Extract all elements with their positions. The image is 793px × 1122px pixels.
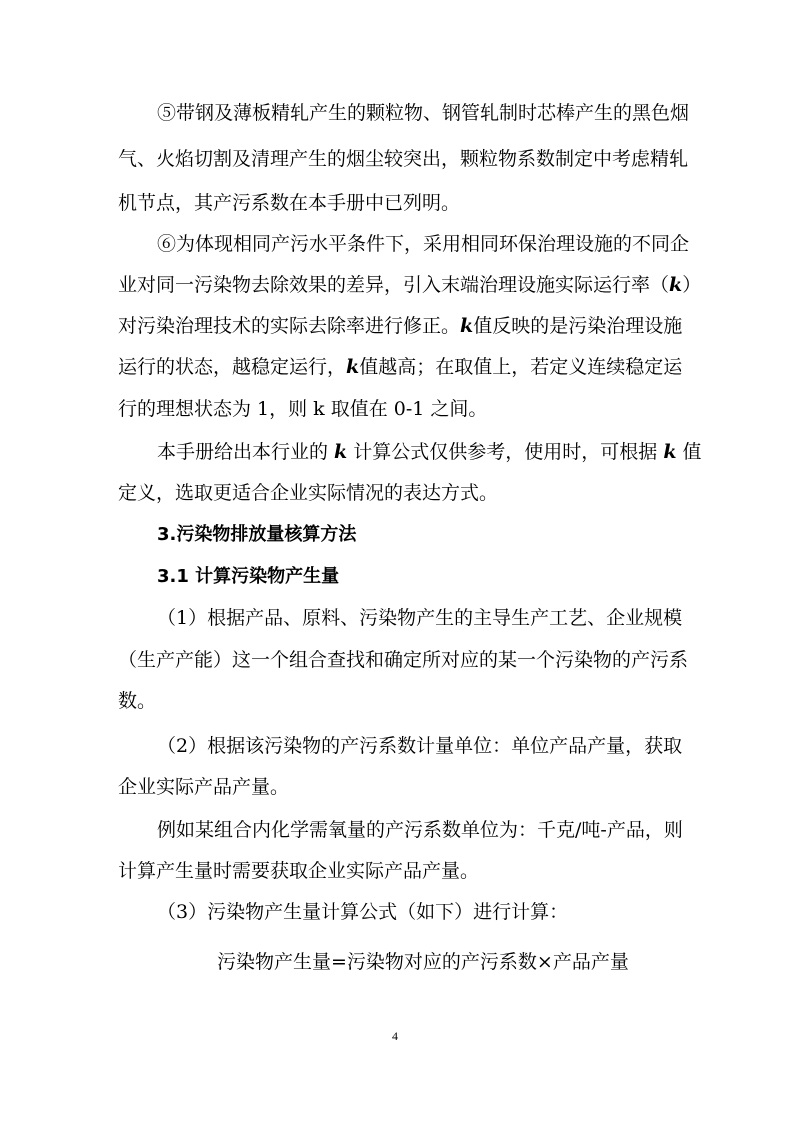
k-symbol: k xyxy=(663,441,677,463)
formula: 污染物产生量=污染物对应的产污系数×产品产量 xyxy=(217,951,629,973)
paragraph-6-line-3-text-b: 值反映的是污染治理设施 xyxy=(473,315,683,337)
paragraph-6-line-4 xyxy=(118,355,682,379)
paragraph-7-line-1-text-c: 值 xyxy=(676,441,702,463)
paragraph-6-line-2-text-b: ） xyxy=(682,274,702,296)
paragraph-6-line-2 xyxy=(118,273,701,297)
paragraph-6-line-2-text-a: 业对同一污染物去除效果的差异，引入末端治理设施实际运行率（ xyxy=(118,274,670,296)
example-line-1: 例如某组合内化学需氧量的产污系数单位为：千克/吨-产品，则 xyxy=(157,819,683,841)
paragraph-6-line-4-text-a: 运行的状态，越稳定运行， xyxy=(118,356,347,378)
paragraph-5-line-2: 气、火焰切割及清理产生的烟尘较突出，颗粒物系数制定中考虑精轧 xyxy=(118,148,689,170)
paragraph-6-line-4-text-b: 值越高；在取值上，若定义连续稳定运 xyxy=(359,356,683,378)
k-symbol: k xyxy=(460,315,474,337)
section-heading-3: 3.污染物排放量核算方法 xyxy=(157,524,357,545)
section-heading-3-1: 3.1 计算污染物产生量 xyxy=(157,566,340,587)
k-symbol: k xyxy=(669,274,683,296)
paragraph-7-line-1 xyxy=(157,440,702,464)
paragraph-5-line-1: ⑤带钢及薄板精轧产生的颗粒物、钢管轧制时芯棒产生的黑色烟 xyxy=(157,102,690,124)
example-line-2: 计算产生量时需要获取企业实际产品产量。 xyxy=(118,860,480,882)
step-1-line-2: （生产产能）这一个组合查找和确定所对应的某一个污染物的产污系 xyxy=(118,649,689,671)
paragraph-6-line-1: ⑥为体现相同产污水平条件下，采用相同环保治理设施的不同企 xyxy=(157,233,690,255)
step-3-line-1: （3）污染物产生量计算公式（如下）进行计算： xyxy=(157,901,569,923)
k-symbol: k xyxy=(334,441,348,463)
paragraph-6-line-3-text-a: 对污染治理技术的实际去除率进行修正。 xyxy=(118,315,461,337)
step-2-line-1: （2）根据该污染物的产污系数计量单位：单位产品产量，获取 xyxy=(157,735,683,757)
k-symbol: k xyxy=(346,356,360,378)
paragraph-7-line-2: 定义，选取更适合企业实际情况的表达方式。 xyxy=(118,482,499,504)
step-1-line-1: （1）根据产品、原料、污染物产生的主导生产工艺、企业规模 xyxy=(157,607,683,629)
paragraph-5-line-3: 机节点，其产污系数在本手册中已列明。 xyxy=(118,192,461,214)
paragraph-6-line-5: 行的理想状态为 1，则 k 取值在 0-1 之间。 xyxy=(118,398,488,420)
paragraph-7-line-1-text-b: 计算公式仅供参考，使用时，可根据 xyxy=(347,441,664,463)
paragraph-7-line-1-text-a: 本手册给出本行业的 xyxy=(157,441,335,463)
paragraph-6-line-3 xyxy=(118,314,682,338)
step-1-line-3: 数。 xyxy=(118,690,157,712)
page-number: 4 xyxy=(392,1029,398,1043)
step-2-line-2: 企业实际产品产量。 xyxy=(118,776,290,798)
